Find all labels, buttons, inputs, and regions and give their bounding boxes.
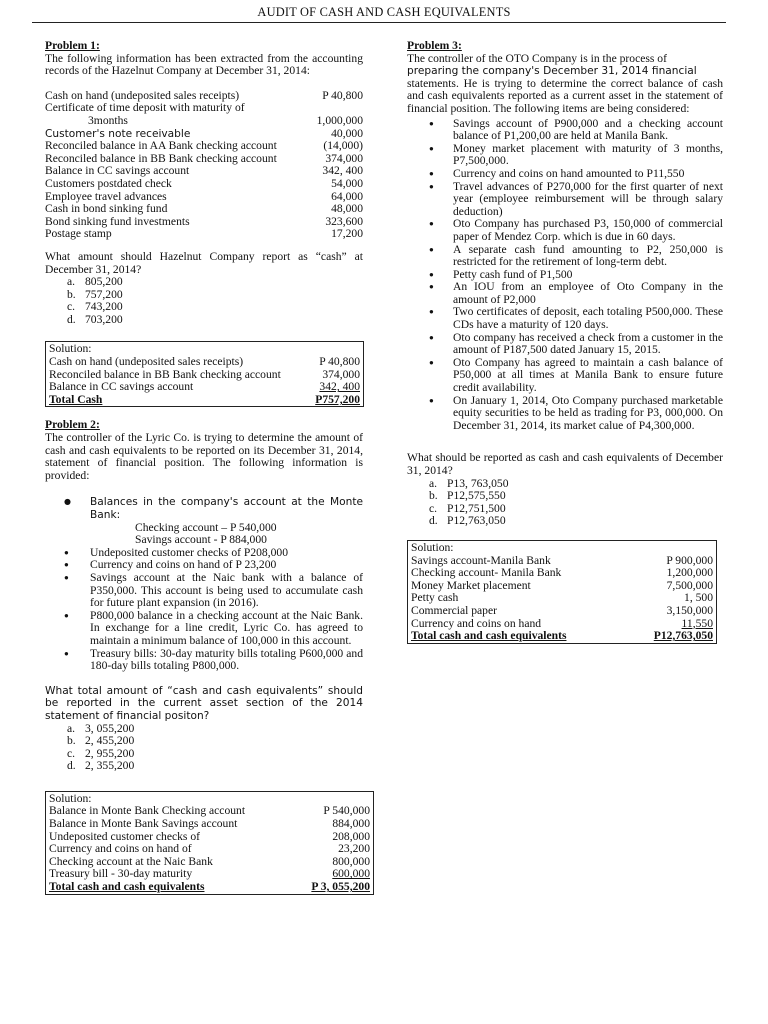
choice-a: a. 805,200 (67, 275, 123, 289)
solution-heading: Solution: (49, 791, 92, 805)
bullet-item: ● Petty cash fund of P1,500 (407, 269, 723, 282)
problem-3-solution (407, 540, 717, 644)
problem-3-title: Problem 3: (407, 39, 462, 52)
problem-1-question: What amount should Hazelnut Company report as “cash” at December 31, 2014? (45, 249, 363, 276)
bullet-item: ● Two certificates of deposit, each totaling P500,000. These CDs have a maturity of 120 days. (407, 306, 723, 331)
choice-a: a. 3, 055,200 (67, 721, 135, 735)
bullet-item: ● Travel advances of P270,000 for the first quarter of next year (employee reimbursement will be through salary deduction) (407, 181, 723, 219)
solution-row: Currency and coins on hand 11,550 (411, 616, 713, 630)
p1-item: Reconciled balance in BB Bank checking account 374,000 (45, 151, 363, 165)
solution-row: Balance in Monte Bank Savings account 884,000 (49, 817, 370, 831)
bullet-item: ● Currency and coins on hand amounted to P11,550 (407, 168, 723, 181)
problem-1-intro: The following information has been extracted from the accounting records of the Hazelnut Company at December 31, 2014: (45, 51, 363, 78)
solution-row: Balance in CC savings account 342, 400 (49, 380, 360, 394)
solution-row: Reconciled balance in BB Bank checking account 374,000 (49, 367, 360, 381)
solution-row: Treasury bill - 30-day maturity 600,000 (49, 867, 370, 881)
p1-item: Customer's note receivable 40,000 (45, 126, 363, 140)
bullet-item: ● Savings account at the Naic bank with a balance of P350,000. This account is being used to accumulate cash for future plant expansion (in 2016). (45, 572, 363, 610)
problem-1-solution (45, 341, 364, 407)
header-rule (32, 22, 726, 23)
solution-row: Checking account- Manila Bank 1,200,000 (411, 566, 713, 580)
problem-1-items (45, 90, 363, 241)
p1-item: Employee travel advances 64,000 (45, 189, 363, 203)
choice-c: c. 2, 955,200 (67, 746, 135, 760)
bullet-item: ● Balances in the company's account at the Monte Bank: (45, 496, 363, 521)
solution-row: Balance in Monte Bank Checking account P 540,000 (49, 804, 370, 818)
p1-item: Certificate of time deposit with maturity of (45, 101, 245, 115)
choice-b: b. 2, 455,200 (67, 734, 135, 748)
p1-item: Balance in CC savings account 342, 400 (45, 164, 363, 178)
problem-2-question: What total amount of “cash and cash equivalents” should be reported in the current asset section of the 2014 statement of financial positon? (45, 684, 363, 722)
choice-d: d. 2, 355,200 (67, 759, 135, 773)
choice-d: d. 703,200 (67, 312, 123, 326)
problem-3-bullets (407, 118, 723, 433)
page-header: AUDIT OF CASH AND CASH EQUIVALENTS (257, 5, 511, 19)
bullet-item: ● Savings account of P900,000 and a checking account balance of P1,200,00 are held at Manila Bank. (407, 118, 723, 143)
bullet-item: ● Treasury bills: 30-day maturity bills totaling P600,000 and 180-day bills totaling P800,000. (45, 648, 363, 673)
bullet-item: ● Currency and coins on hand of P 23,200 (45, 559, 363, 572)
solution-heading: Solution: (411, 540, 454, 554)
solution-total: Total cash and cash equivalents P 3, 055,200 (49, 880, 370, 894)
p1-item: Reconciled balance in AA Bank checking account (14,000) (45, 139, 363, 153)
choice-c: c. 743,200 (67, 300, 123, 314)
problem-1-choices (45, 276, 363, 326)
problem-2-title: Problem 2: (45, 418, 100, 432)
choice-c: c. P12,751,500 (429, 501, 506, 515)
left-column (45, 39, 370, 895)
choice-b: b. P12,575,550 (429, 489, 506, 503)
problem-3-question: What should be reported as cash and cash equivalents of December 31, 2014? (407, 451, 723, 477)
solution-row: Undeposited customer checks of 208,000 (49, 829, 370, 843)
p1-item: Postage stamp 17,200 (45, 227, 363, 241)
bullet-item: ● Oto Company has purchased P3, 150,000 of commercial paper of Mendez Corp. which is due in 60 days. (407, 218, 723, 243)
problem-2-intro: The controller of the Lyric Co. is trying to determine the amount of cash and cash equivalents to be reported on its December 31, 2014, statement of financial position. The following information is provided: (45, 431, 363, 482)
p1-item: Bond sinking fund investments 323,600 (45, 214, 363, 228)
problem-2-bullets-2 (45, 547, 363, 673)
problem-1-title: Problem 1: (45, 39, 100, 52)
solution-row: Savings account-Manila Bank P 900,000 (411, 553, 713, 567)
problem-2-choices (45, 723, 363, 773)
problem-2-solution (45, 791, 374, 895)
bullet-item: ● An IOU from an employee of Oto Company in the amount of P2,000 (407, 281, 723, 306)
right-column (407, 40, 723, 644)
bullet-item: ● P800,000 balance in a checking account at the Naic Bank. In exchange for a line credit, Lyric Co. has agreed to maintain a minimum balance of 100,000 in this account. (45, 610, 363, 648)
choice-d: d. P12,763,050 (429, 514, 506, 528)
sub-item: Savings account - P 884,000 (135, 533, 267, 547)
bullet-item: ● Oto Company has agreed to maintain a cash balance of P50,000 at all times at Manila Bank to ensure future credit availability. (407, 357, 723, 395)
solution-heading: Solution: (49, 342, 92, 356)
bullet-item: ● On January 1, 2014, Oto Company purchased marketable equity securities to be held as trading for P3, 000,000. On December 31, 2014, its market calue of P4,300,000. (407, 395, 723, 433)
bullet-item: ● Money market placement with maturity of 3 months, P7,500,000. (407, 143, 723, 168)
solution-row: Cash on hand (undeposited sales receipts) P 40,800 (49, 355, 360, 369)
sub-item: Checking account – P 540,000 (135, 520, 277, 534)
choice-b: b. 757,200 (67, 287, 123, 301)
solution-total: Total Cash P757,200 (49, 392, 360, 406)
solution-row: Money Market placement 7,500,000 (411, 578, 713, 592)
choice-a: a. P13, 763,050 (429, 476, 509, 490)
problem-2-bullets (45, 496, 363, 521)
solution-row: Commercial paper 3,150,000 (411, 603, 713, 617)
solution-row: Checking account at the Naic Bank 800,000 (49, 854, 370, 868)
p1-item: Cash in bond sinking fund 48,000 (45, 202, 363, 216)
bullet-item: ● A separate cash fund amounting to P2, 250,000 is restricted for the retirement of long-term debt. (407, 244, 723, 269)
p1-item: Cash on hand (undeposited sales receipts) P 40,800 (45, 88, 363, 102)
solution-total: Total cash and cash equivalents P12,763,050 (411, 629, 713, 643)
p1-item: Customers postdated check 54,000 (45, 176, 363, 190)
bullet-item: ● Undeposited customer checks of P208,000 (45, 547, 363, 560)
problem-3-choices (407, 478, 723, 528)
problem-3-intro: The controller of the OTO Company is in the process of preparing the company's December 31, 2014 financial statements. He is trying to determine the correct balance of cash and cash equivalents reported as a current asset in the statement of financial position. The following items are being considered: (407, 51, 723, 115)
p1-item: 3months 1,000,000 (88, 113, 363, 127)
bullet-item: ● Oto company has received a check from a customer in the amount of P187,500 dated January 15, 2015. (407, 332, 723, 357)
solution-row: Petty cash 1, 500 (411, 591, 713, 605)
solution-row: Currency and coins on hand of 23,200 (49, 842, 370, 856)
